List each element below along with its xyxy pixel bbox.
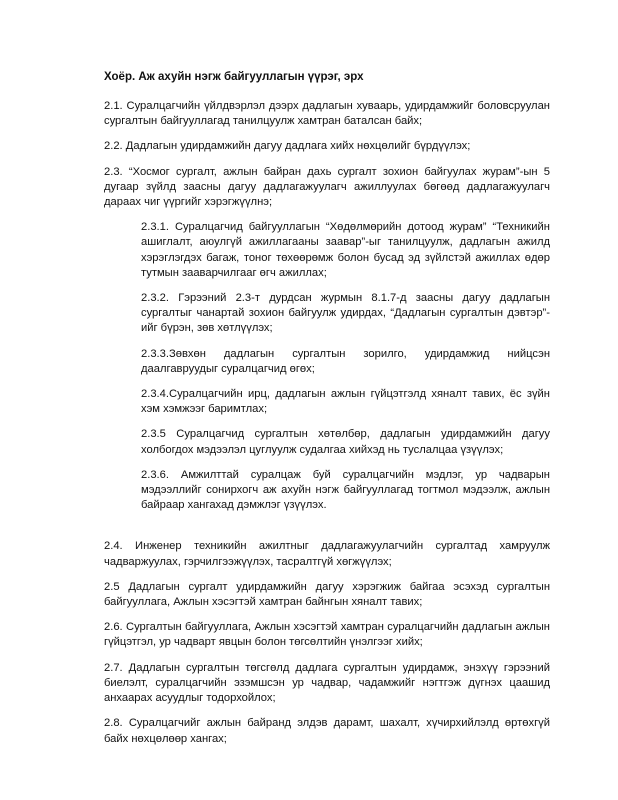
paragraph-2-8: 2.8. Суралцагчийг ажлын байранд элдэв дарамт, шахалт, хүчирхийлэлд өртөхгүй байх нөхцөлөөр хангах; (104, 717, 550, 745)
paragraph-2-3: 2.3. “Хосмог сургалт, ажлын байран дахь сургалт зохион байгуулах журам”-ын 5 дугаар зүйлд заасны дагуу дадлагажуулагч ажиллуулах бөгөөд дадлагажуулагч дараах чиг үүргийг хэрэгжүүлнэ; (104, 165, 550, 209)
paragraph-2-2: 2.2. Дадлагын удирдамжийн дагуу дадлага хийх нөхцөлийг бүрдүүлэх; (104, 140, 471, 153)
paragraph-2-3-3: 2.3.3.Зөвхөн дадлагын сургалтын зорилго, удирдамжид нийцсэн даалгавруудыг суралцагчид өгөх; (141, 347, 550, 375)
paragraph-2-3-4: 2.3.4.Суралцагчийн ирц, дадлагын ажлын гүйцэтгэлд хяналт тавих, ёс зүйн хэм хэмжээг баримтлах; (141, 388, 550, 416)
section-heading: Хоёр. Аж ахуйн нэгж байгууллагын үүрэг, эрх (104, 71, 364, 83)
paragraph-2-3-5: 2.3.5 Суралцагчид сургалтын хөтөлбөр, дадлагын удирдамжийн дагуу холбогдох мэдээлэл цуглуулж судалгаа хийхэд нь туслалцаа үзүүлэх; (141, 428, 550, 456)
paragraph-2-1: 2.1. Суралцагчийн үйлдвэрлэл дээрх дадлагын хуваарь, удирдамжийг боловсруулан сургалтын байгууллагад танилцуулж хамтран баталсан байх; (104, 100, 550, 128)
paragraph-2-3-2: 2.3.2. Гэрээний 2.3-т дурдсан журмын 8.1.7-д заасны дагуу дадлагын сургалтыг чанартай зохион байгуулж удирдах, “Дадлагын сургалтын дэвтэр”-ийг бүрэн, зөв хөтлүүлэх; (141, 292, 550, 335)
paragraph-2-4: 2.4. Инженер техникийн ажилтныг дадлагажуулагчийн сургалтад хамруулж чадваржуулах, гэрчилгээжүүлэх, тасралтгүй хөгжүүлэх; (104, 540, 550, 568)
paragraph-2-3-1: 2.3.1. Суралцагчид байгууллагын “Хөдөлмөрийн дотоод журам” “Техникийн ашиглалт, аюулгүй ажиллагааны заавар”-ыг танилцуулж, дадлагын ажилд хэрэглэгдэх багаж, тоног төхөөрөмж болон бусад эд зүйлстэй ажиллах өдөр тутмын зааварчилгааг өгч ажиллах; (141, 221, 550, 279)
paragraph-2-6: 2.6. Сургалтын байгууллага, Ажлын хэсэгтэй хамтран суралцагчийн дадлагын ажлын гүйцэтгэл, ур чадварт явцын болон төгсөлтийн үнэлгээг хийх; (104, 621, 550, 649)
subsection-2-3-list (141, 220, 550, 513)
paragraph-2-5: 2.5 Дадлагын сургалт удирдамжийн дагуу хэрэгжиж байгаа эсэхэд сургалтын байгууллага, Ажлын хэсэгтэй хамтран байнгын хяналт тавих; (104, 580, 550, 609)
paragraph-2-3-6: 2.3.6. Амжилттай суралцаж буй суралцагчийн мэдлэг, ур чадварын мэдээллийг сонирхогч аж ахуйн нэгж байгууллагад тогтмол мэдээлж, ажлын байраар хангахад дэмжлэг үзүүлэх. (141, 468, 550, 512)
paragraph-2-7: 2.7. Дадлагын сургалтын төгсгөлд дадлага сургалтын удирдамж, энэхүү гэрээний биелэлт, суралцагчийн эзэмшсэн ур чадвар, чадамжийг нэгтгэж дүгнэх цаашид анхаарах асуудлыг тодорхойлох; (104, 661, 550, 705)
